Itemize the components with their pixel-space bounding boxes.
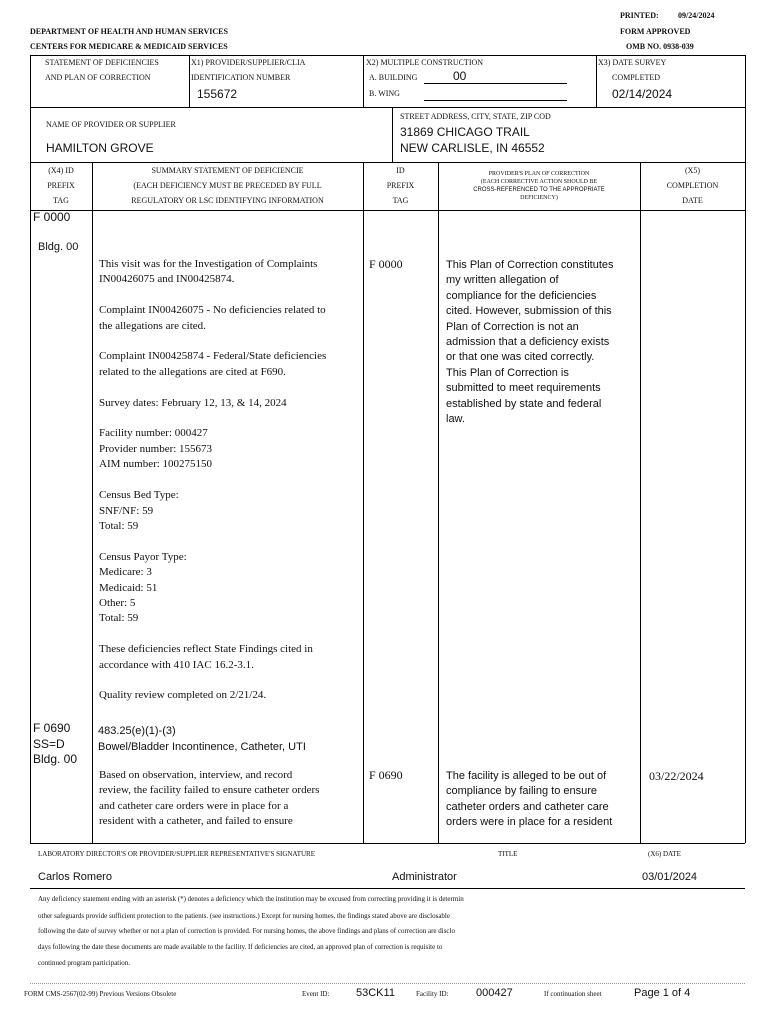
city-state-zip: NEW CARLISLE, IN 46552 <box>400 141 545 155</box>
completed-label: COMPLETED <box>612 73 660 82</box>
form-approved: FORM APPROVED <box>620 27 691 36</box>
multiple-construction-label: X2) MULTIPLE CONSTRUCTION <box>366 58 484 67</box>
x5-header: (X5) <box>684 166 701 175</box>
signature-date: 03/01/2024 <box>642 871 698 883</box>
tag-f0000: F 0000 <box>33 210 71 224</box>
summary-text-f0690: Based on observation, interview, and record review, the facility failed to ensure catheter orders and catheter care orders were in place for a resident with a catheter, and failed to ensure <box>99 769 320 828</box>
poc-header-2: (EACH CORRECTIVE ACTION SHOULD BE <box>480 179 598 185</box>
provider-id-label-1: X1) PROVIDER/SUPPLIER/CLIA <box>191 58 306 67</box>
date-survey-label: X3) DATE SURVEY <box>598 58 667 67</box>
disclaimer-line-4: days following the date these documents are made available to the facility. If deficiencies are cited, an approved plan of correction is requisite to <box>38 943 443 951</box>
poc-header-4: DEFICIENCY) <box>520 195 558 201</box>
form-number: FORM CMS-2567(02-99) Previous Versions Obsolete <box>24 990 177 998</box>
statement-label-2: AND PLAN OF CORRECTION <box>45 73 151 82</box>
id-tag-f0000: F 0000 <box>369 257 403 271</box>
regulation-f0690: 483.25(e)(1)-(3) Bowel/Bladder Incontinence, Catheter, UTI <box>98 725 306 753</box>
id-tag-header: TAG <box>392 196 409 205</box>
poc-text-f0000: This Plan of Correction constitutes my written allegation of compliance for the deficiencies cited. However, submission of this Plan of Correction is not an admission that a deficiency exists or that one was cited correctly. This Plan of Correction is submitted to meet requirements established by state and federal law. <box>446 259 614 426</box>
dept-name: DEPARTMENT OF HEALTH AND HUMAN SERVICES <box>30 27 228 36</box>
bldg-00: Bldg. 00 <box>38 241 79 253</box>
poc-header-3: CROSS-REFERENCED TO THE APPROPRIATE <box>473 187 605 193</box>
title-label: TITLE <box>498 850 518 858</box>
x4-prefix-header: PREFIX <box>47 181 75 190</box>
summary-header-3: REGULATORY OR LSC IDENTIFYING INFORMATION <box>131 196 324 205</box>
completion-header: COMPLETION <box>666 181 719 190</box>
summary-header-2: (EACH DEFICIENCY MUST BE PRECEDED BY FULL <box>133 181 322 190</box>
signature-label: LABORATORY DIRECTOR'S OR PROVIDER/SUPPLIER REPRESENTATIVE'S SIGNATURE <box>38 850 316 858</box>
x4-tag-header: TAG <box>53 196 69 205</box>
facility-id: 000427 <box>476 987 513 999</box>
survey-date-value: 02/14/2024 <box>612 87 673 101</box>
id-prefix-header: PREFIX <box>386 181 415 190</box>
disclaimer-line-3: following the date of survey whether or not a plan of correction is provided. For nursing homes, the above findings and plans of correction are disclo <box>38 927 455 935</box>
building-value: 00 <box>424 69 567 84</box>
date-header: DATE <box>682 196 703 205</box>
omb-number: OMB NO. 0938-039 <box>626 42 694 51</box>
summary-text-f0000: This visit was for the Investigation of Complaints IN00426075 and IN00425874. Complaint IN00426075 - No deficiencies related to the allegations are cited. Complaint IN00425874 - Federal/State deficiencies related to the allegations are cited at F690. Survey dates: February 12, 13, & 14, 2024 Facility number: 000427 Provider number: 155673 AIM number: 100275150 Census Bed Type: SNF/NF: 59 Total: 59 Census Payor Type: Medicare: 3 Medicaid: 51 Other: 5 Total: 59 These deficiencies reflect State Findings cited in accordance with 410 IAC 16.2-3.1. Quality review completed on 2/21/24. <box>99 258 327 702</box>
street-address: 31869 CHICAGO TRAIL <box>400 125 530 139</box>
printed-date: 09/24/2024 <box>678 11 715 20</box>
signature-name: Carlos Romero <box>38 871 112 883</box>
provider-name-label: NAME OF PROVIDER OR SUPPLIER <box>46 120 176 129</box>
poc-text-f0690: The facility is alleged to be out of compliance by failing to ensure catheter orders and catheter care orders were in place for a resident <box>446 770 613 829</box>
street-address-label: STREET ADDRESS, CITY, STATE, ZIP COD <box>400 112 551 121</box>
disclaimer-line-2: other safeguards provide sufficient protection to the patients. (see instructions.) Except for nursing homes, the findings stated above are disclosable <box>38 912 450 920</box>
wing-value-line <box>424 87 567 101</box>
x4-id-header: (X4) ID <box>48 166 74 175</box>
building-label: A. BUILDING <box>369 73 418 82</box>
provider-id-label-2: IDENTIFICATION NUMBER <box>191 73 291 82</box>
summary-header-1: SUMMARY STATEMENT OF DEFICIENCIE <box>151 166 304 175</box>
statement-label-1: STATEMENT OF DEFICIENCIES <box>45 58 159 67</box>
event-id: 53CK11 <box>356 987 395 999</box>
signature-title: Administrator <box>392 871 457 883</box>
poc-header-1: PROVIDER'S PLAN OF CORRECTION <box>488 171 590 177</box>
disclaimer-line-5: continued program participation. <box>38 959 130 967</box>
id-header: ID <box>396 166 405 175</box>
wing-label: B. WING <box>369 89 400 98</box>
tag-f0690: F 0690 SS=D Bldg. 00 <box>33 721 78 766</box>
provider-name: HAMILTON GROVE <box>46 141 154 155</box>
provider-id-value: 155672 <box>197 87 238 101</box>
event-id-label: Event ID: <box>302 990 330 998</box>
page-number: Page 1 of 4 <box>634 987 691 999</box>
facility-id-label: Facility ID: <box>416 990 449 998</box>
printed-label: PRINTED: <box>620 11 659 20</box>
centers-name: CENTERS FOR MEDICARE & MEDICAID SERVICES <box>30 42 228 51</box>
disclaimer-line-1: Any deficiency statement ending with an asterisk (*) denotes a deficiency which the institution may be excused from correcting providing it is determin <box>38 895 464 903</box>
continuation-label: If continuation sheet <box>544 990 602 998</box>
id-tag-f0690: F 0690 <box>369 768 403 782</box>
completion-date-f0690: 03/22/2024 <box>649 769 704 783</box>
x6-date-label: (X6) DATE <box>648 850 681 858</box>
